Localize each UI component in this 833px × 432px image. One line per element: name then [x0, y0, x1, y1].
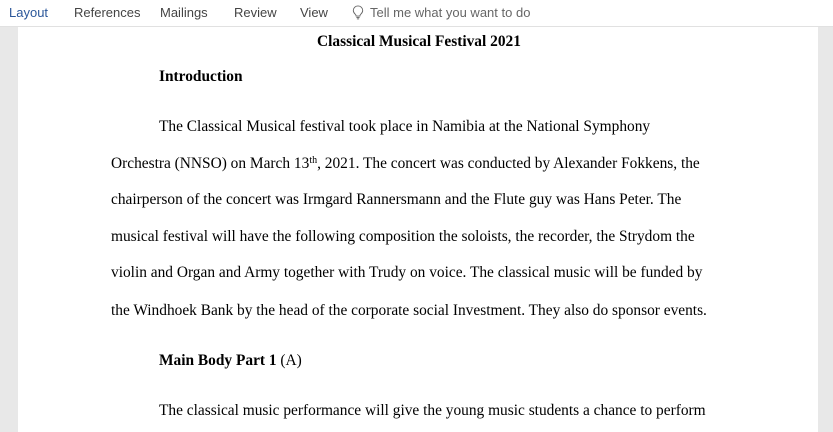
tab-view[interactable]: View — [300, 5, 328, 20]
main-body-heading-suffix: (A) — [276, 352, 302, 369]
tab-mailings[interactable]: Mailings — [160, 5, 208, 20]
intro-line-2 — [111, 155, 700, 173]
main-body-heading — [159, 352, 302, 370]
intro-line-2-pre: Orchestra (NNSO) on March 13 — [111, 155, 310, 172]
document-title: Classical Musical Festival 2021 — [317, 33, 521, 50]
intro-line-2-post: , 2021. The concert was conducted by Alexander Fokkens, the — [317, 155, 700, 172]
intro-line-1: The Classical Musical festival took place in Namibia at the National Symphony — [159, 118, 651, 135]
tab-references[interactable]: References — [74, 5, 141, 20]
intro-line-4: musical festival will have the following composition the soloists, the recorder, the Strydom the — [111, 228, 695, 245]
tell-me-placeholder: Tell me what you want to do — [370, 5, 531, 20]
main-body-heading-bold: Main Body Part 1 — [159, 352, 277, 369]
vertical-scrollbar-track[interactable] — [818, 27, 833, 432]
document-page[interactable] — [18, 27, 818, 432]
intro-line-6: the Windhoek Bank by the head of the corporate social Investment. They also do sponsor events. — [111, 302, 707, 319]
intro-line-3: chairperson of the concert was Irmgard Rannersmann and the Flute guy was Hans Peter. The — [111, 191, 682, 208]
tab-review[interactable]: Review — [234, 5, 277, 20]
tab-layout[interactable]: Layout — [9, 5, 49, 20]
lightbulb-icon — [352, 5, 364, 20]
tell-me-search[interactable] — [352, 5, 530, 20]
intro-heading: Introduction — [159, 68, 243, 85]
main-body-line-1: The classical music performance will give the young music students a chance to perform — [159, 402, 706, 419]
ordinal-suffix: th — [309, 155, 318, 166]
intro-line-5: violin and Organ and Army together with Trudy on voice. The classical music will be funded by — [111, 264, 703, 281]
ribbon-tab-bar — [0, 0, 833, 27]
